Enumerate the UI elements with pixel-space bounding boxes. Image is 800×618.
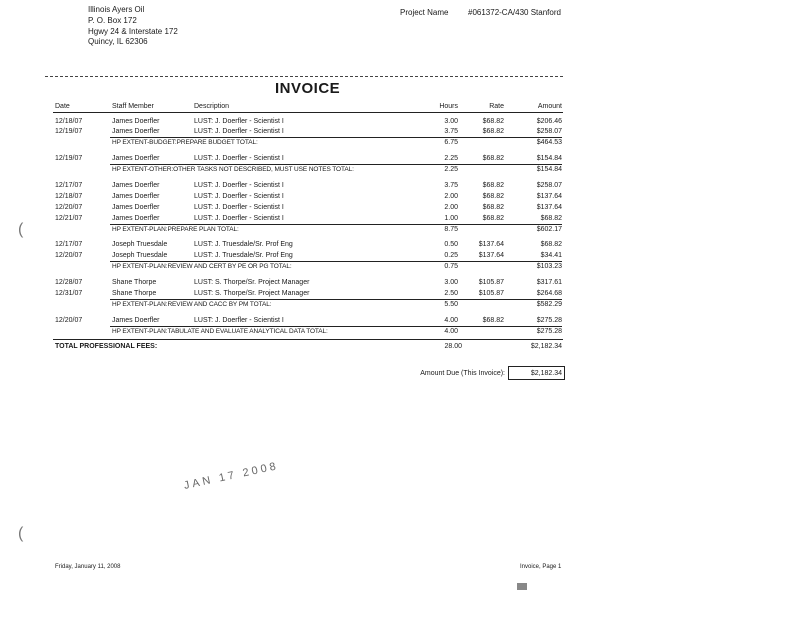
scan-speck bbox=[517, 583, 527, 590]
received-stamp: JAN 17 2008 bbox=[182, 460, 280, 492]
row-rate: $68.82 bbox=[482, 128, 504, 135]
row-description: LUST: J. Doerfler - Scientist I bbox=[194, 317, 284, 324]
row-amount: $154.84 bbox=[536, 155, 562, 162]
subtotal-amount: $154.84 bbox=[536, 166, 562, 173]
row-date: 12/20/07 bbox=[55, 252, 83, 259]
subtotal-label: HP EXTENT-PLAN:REVIEW AND CERT BY PE OR PG TOTAL: bbox=[112, 263, 292, 270]
row-date: 12/21/07 bbox=[55, 215, 83, 222]
row-staff: James Doerfler bbox=[112, 128, 160, 135]
row-staff: Shane Thorpe bbox=[112, 279, 157, 286]
subtotal-hours: 6.75 bbox=[444, 139, 458, 146]
row-staff: Joseph Truesdale bbox=[112, 252, 168, 259]
row-amount: $68.82 bbox=[540, 241, 562, 248]
row-hours: 3.00 bbox=[444, 279, 458, 286]
subtotal-amount: $582.29 bbox=[536, 301, 562, 308]
row-description: LUST: J. Doerfler - Scientist I bbox=[194, 204, 284, 211]
subtotal-amount: $103.23 bbox=[536, 263, 562, 270]
row-amount: $68.82 bbox=[540, 215, 562, 222]
subtotal-label: HP EXTENT-BUDGET:PREPARE BUDGET TOTAL: bbox=[112, 139, 258, 146]
row-staff: James Doerfler bbox=[112, 155, 160, 162]
row-hours: 2.50 bbox=[444, 290, 458, 297]
total-rule bbox=[53, 339, 563, 340]
row-rate: $68.82 bbox=[482, 118, 504, 125]
row-staff: Shane Thorpe bbox=[112, 290, 157, 297]
invoice-title: INVOICE bbox=[275, 80, 341, 97]
row-description: LUST: J. Truesdale/Sr. Prof Eng bbox=[194, 241, 293, 248]
row-hours: 0.25 bbox=[444, 252, 458, 259]
footer-date: Friday, January 11, 2008 bbox=[55, 564, 121, 570]
row-rate: $68.82 bbox=[482, 182, 504, 189]
row-amount: $264.68 bbox=[536, 290, 562, 297]
row-description: LUST: J. Doerfler - Scientist I bbox=[194, 155, 284, 162]
subtotal-amount: $464.53 bbox=[536, 139, 562, 146]
row-staff: Joseph Truesdale bbox=[112, 241, 168, 248]
row-amount: $137.64 bbox=[536, 193, 562, 200]
row-description: LUST: J. Truesdale/Sr. Prof Eng bbox=[194, 252, 293, 259]
row-hours: 2.00 bbox=[444, 204, 458, 211]
col-description: Description bbox=[194, 103, 230, 110]
row-staff: James Doerfler bbox=[112, 182, 160, 189]
subtotal-label: HP EXTENT-PLAN:PREPARE PLAN TOTAL: bbox=[112, 226, 239, 233]
row-hours: 1.00 bbox=[444, 215, 458, 222]
row-description: LUST: J. Doerfler - Scientist I bbox=[194, 182, 284, 189]
row-rate: $68.82 bbox=[482, 204, 504, 211]
row-date: 12/19/07 bbox=[55, 128, 83, 135]
col-hours: Hours bbox=[439, 103, 458, 110]
row-staff: James Doerfler bbox=[112, 204, 160, 211]
total-label: TOTAL PROFESSIONAL FEES: bbox=[55, 343, 158, 350]
subtotal-hours: 8.75 bbox=[444, 226, 458, 233]
subtotal-hours: 2.25 bbox=[444, 166, 458, 173]
row-date: 12/17/07 bbox=[55, 241, 83, 248]
footer-page: Invoice, Page 1 bbox=[520, 564, 562, 570]
col-amount: Amount bbox=[537, 103, 562, 110]
subtotal-label: HP EXTENT-PLAN:TABULATE AND EVALUATE ANALYTICAL DATA TOTAL: bbox=[112, 328, 328, 335]
row-hours: 0.50 bbox=[444, 241, 458, 248]
row-date: 12/31/07 bbox=[55, 290, 83, 297]
subtotal-hours: 0.75 bbox=[444, 263, 458, 270]
row-hours: 2.00 bbox=[444, 193, 458, 200]
row-rate: $137.64 bbox=[478, 241, 504, 248]
project-name-value: #061372-CA/430 Stanford bbox=[468, 8, 561, 17]
company-name: Illinois Ayers Oil bbox=[88, 5, 145, 14]
scan-mark-icon: ( bbox=[18, 221, 24, 238]
row-staff: James Doerfler bbox=[112, 193, 160, 200]
company-street: Hgwy 24 & Interstate 172 bbox=[88, 27, 178, 36]
row-amount: $258.07 bbox=[536, 128, 562, 135]
row-amount: $206.46 bbox=[536, 118, 562, 125]
row-amount: $258.07 bbox=[536, 182, 562, 189]
header-divider bbox=[45, 76, 563, 77]
row-hours: 3.75 bbox=[444, 182, 458, 189]
row-rate: $68.82 bbox=[482, 317, 504, 324]
row-staff: James Doerfler bbox=[112, 317, 160, 324]
row-description: LUST: J. Doerfler - Scientist I bbox=[194, 215, 284, 222]
row-hours: 2.25 bbox=[444, 155, 458, 162]
row-rate: $68.82 bbox=[482, 155, 504, 162]
row-hours: 3.00 bbox=[444, 118, 458, 125]
col-rate: Rate bbox=[489, 103, 504, 110]
row-amount: $275.28 bbox=[536, 317, 562, 324]
subtotal-amount: $275.28 bbox=[536, 328, 562, 335]
header-underline bbox=[53, 112, 563, 113]
row-amount: $137.64 bbox=[536, 204, 562, 211]
row-rate: $68.82 bbox=[482, 193, 504, 200]
row-date: 12/20/07 bbox=[55, 317, 83, 324]
total-hours: 28.00 bbox=[444, 343, 462, 350]
row-hours: 4.00 bbox=[444, 317, 458, 324]
row-amount: $34.41 bbox=[540, 252, 562, 259]
row-date: 12/17/07 bbox=[55, 182, 83, 189]
company-city: Quincy, IL 62306 bbox=[88, 37, 148, 46]
row-staff: James Doerfler bbox=[112, 215, 160, 222]
project-name-label: Project Name bbox=[400, 8, 449, 17]
row-description: LUST: J. Doerfler - Scientist I bbox=[194, 193, 284, 200]
row-rate: $137.64 bbox=[478, 252, 504, 259]
row-date: 12/28/07 bbox=[55, 279, 83, 286]
subtotal-hours: 4.00 bbox=[444, 328, 458, 335]
row-rate: $105.87 bbox=[478, 279, 504, 286]
subtotal-label: HP EXTENT-PLAN:REVIEW AND CACC BY PM TOTAL: bbox=[112, 301, 272, 308]
amount-due-value: $2,182.34 bbox=[530, 370, 562, 377]
row-date: 12/20/07 bbox=[55, 204, 83, 211]
total-amount: $2,182.34 bbox=[530, 343, 562, 350]
row-amount: $317.61 bbox=[536, 279, 562, 286]
scan-mark-icon: ( bbox=[18, 525, 24, 542]
col-date: Date bbox=[55, 103, 70, 110]
row-date: 12/18/07 bbox=[55, 193, 83, 200]
amount-due-label: Amount Due (This Invoice): bbox=[420, 370, 505, 377]
row-date: 12/19/07 bbox=[55, 155, 83, 162]
row-hours: 3.75 bbox=[444, 128, 458, 135]
row-date: 12/18/07 bbox=[55, 118, 83, 125]
row-description: LUST: S. Thorpe/Sr. Project Manager bbox=[194, 279, 310, 286]
subtotal-hours: 5.50 bbox=[444, 301, 458, 308]
company-po-box: P. O. Box 172 bbox=[88, 16, 137, 25]
row-description: LUST: J. Doerfler - Scientist I bbox=[194, 128, 284, 135]
row-rate: $105.87 bbox=[478, 290, 504, 297]
row-staff: James Doerfler bbox=[112, 118, 160, 125]
row-description: LUST: J. Doerfler - Scientist I bbox=[194, 118, 284, 125]
col-staff: Staff Member bbox=[112, 103, 154, 110]
row-rate: $68.82 bbox=[482, 215, 504, 222]
subtotal-label: HP EXTENT-OTHER:OTHER TASKS NOT DESCRIBED, MUST USE NOTES TOTAL: bbox=[112, 166, 354, 173]
subtotal-amount: $602.17 bbox=[536, 226, 562, 233]
row-description: LUST: S. Thorpe/Sr. Project Manager bbox=[194, 290, 310, 297]
